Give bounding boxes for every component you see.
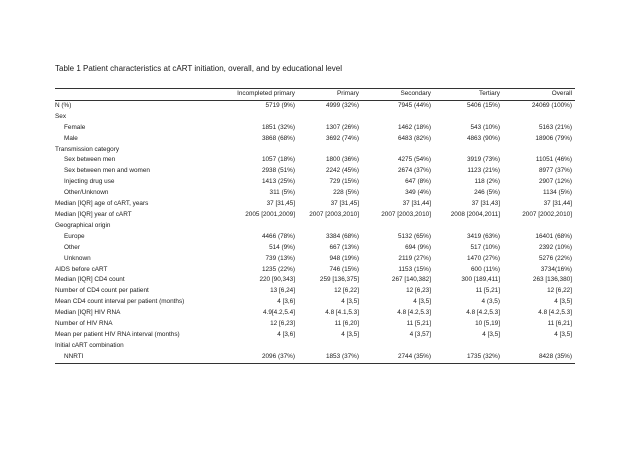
table-caption: Table 1 Patient characteristics at cART initiation, overall, and by educational level <box>55 64 342 73</box>
cell-value: 739 (13%) <box>265 254 295 262</box>
cell-value: 118 (2%) <box>474 178 500 186</box>
table-row <box>55 243 575 254</box>
cell-value <box>434 145 503 156</box>
cell-value: 4863 (90%) <box>466 134 500 142</box>
cell-value: 2119 (27%) <box>398 254 431 262</box>
cell-value: 647 (8%) <box>405 178 431 186</box>
cell-value: 246 (5%) <box>474 189 500 197</box>
cell-value: 18906 (79%) <box>535 134 572 142</box>
cell-value: 228 (5%) <box>333 189 359 197</box>
table-row <box>55 188 575 199</box>
table-row <box>55 254 575 265</box>
cell-value: 10 [5,19] <box>475 320 500 328</box>
cell-value <box>503 341 575 352</box>
row-label: Median [IQR] HIV RNA <box>55 309 121 317</box>
table-row <box>55 352 575 363</box>
row-label: Median [IQR] year of cART <box>55 210 132 218</box>
cell-value: 263 [136,380] <box>532 276 572 284</box>
cell-value <box>503 145 575 156</box>
cell-value: 4275 (54%) <box>397 156 431 164</box>
cell-value: 2938 (51%) <box>261 167 295 175</box>
table-row <box>55 166 575 177</box>
cell-value <box>362 341 434 352</box>
cell-value: 7945 (44%) <box>397 101 431 109</box>
cell-value: 2907 (12%) <box>538 178 572 186</box>
cell-value: 11 [6,21] <box>547 320 572 328</box>
header-overall: Overall <box>503 89 575 101</box>
cell-value: 3919 (73%) <box>466 156 500 164</box>
cell-value: 349 (4%) <box>405 189 431 197</box>
cell-value: 4.8 [4.2,5.3] <box>466 309 500 317</box>
cell-value <box>362 145 434 156</box>
header-primary: Primary <box>298 89 362 101</box>
table-row <box>55 308 575 319</box>
cell-value: 8977 (37%) <box>538 167 572 175</box>
row-label: Other/Unknown <box>64 189 109 197</box>
row-label: Injecting drug use <box>64 178 115 186</box>
row-label: NNRTI <box>55 352 220 363</box>
cell-value <box>434 221 503 232</box>
cell-value: 1307 (26%) <box>325 123 359 131</box>
table-row <box>55 100 575 111</box>
cell-value: 5163 (21%) <box>538 123 572 131</box>
row-label: Median [IQR] age of cART, years <box>55 200 149 208</box>
cell-value: 4 [3,5] <box>482 330 500 338</box>
cell-value <box>298 221 362 232</box>
cell-value <box>298 112 362 123</box>
cell-value <box>434 112 503 123</box>
table-row <box>55 155 575 166</box>
cell-value: 11051 (46%) <box>535 156 572 164</box>
cell-value: 1851 (32%) <box>261 123 295 131</box>
table-row <box>55 330 575 341</box>
cell-value <box>298 341 362 352</box>
cell-value: 3419 (63%) <box>466 232 500 240</box>
row-label: Number of HIV RNA <box>55 320 113 328</box>
row-label: AIDS before cART <box>55 265 108 273</box>
cell-value <box>220 145 298 156</box>
cell-value: 4466 (78%) <box>261 232 295 240</box>
cell-value: 5406 (15%) <box>466 101 500 109</box>
row-label: Mean per patient HIV RNA interval (months) <box>55 330 180 338</box>
row-label: Unknown <box>64 254 91 262</box>
row-label: Sex between men <box>64 156 116 164</box>
table-row <box>55 297 575 308</box>
cell-value: 2744 (35%) <box>362 352 434 363</box>
table-row <box>55 221 575 232</box>
cell-value: 2096 (37%) <box>220 352 298 363</box>
row-label: Initial cART combination <box>55 341 124 349</box>
cell-value: 267 [140,382] <box>391 276 431 284</box>
cell-value: 2674 (37%) <box>397 167 431 175</box>
row-label: Female <box>64 123 86 131</box>
cell-value: 1853 (37%) <box>298 352 362 363</box>
cell-value: 514 (9%) <box>269 243 295 251</box>
cell-value: 3734(16%) <box>540 265 572 273</box>
cell-value: 4 [3,57] <box>409 330 431 338</box>
cell-value: 1470 (27%) <box>466 254 500 262</box>
cell-value <box>220 112 298 123</box>
cell-value: 300 [189,411] <box>461 276 500 284</box>
cell-value: 4999 (32%) <box>325 101 359 109</box>
cell-value: 259 [136,375] <box>319 276 359 284</box>
cell-value: 1235 (22%) <box>261 265 295 273</box>
cell-value: 37 [31,44] <box>543 200 572 208</box>
row-label: Male <box>64 134 78 142</box>
table-row <box>55 123 575 134</box>
cell-value: 37 [31,44] <box>402 200 431 208</box>
cell-value: 8428 (35%) <box>503 352 575 363</box>
cell-value: 311 (5%) <box>269 189 295 197</box>
table-row <box>55 275 575 286</box>
table-row <box>55 319 575 330</box>
cell-value: 11 [5,21] <box>406 320 431 328</box>
header-tertiary: Tertiary <box>434 89 503 101</box>
cell-value: 12 [6,23] <box>270 320 295 328</box>
cell-value: 2005 [2001,2009] <box>245 210 295 218</box>
cell-value: 5276 (22%) <box>538 254 572 262</box>
cell-value: 4 (3,5) <box>481 298 500 306</box>
cell-value: 24069 (100%) <box>531 101 572 109</box>
cell-value: 1057 (18%) <box>261 156 295 164</box>
row-label: N (%) <box>55 101 72 109</box>
table-row <box>55 341 575 352</box>
cell-value <box>503 221 575 232</box>
cell-value: 37 [31,45] <box>266 200 295 208</box>
cell-value: 1462 (18%) <box>397 123 431 131</box>
cell-value: 517 (10%) <box>470 243 500 251</box>
cell-value: 220 [90,343] <box>259 276 295 284</box>
cell-value: 746 (15%) <box>329 265 359 273</box>
row-label: Median [IQR] CD4 count <box>55 276 125 284</box>
cell-value: 4.8 [4.1,5.3] <box>325 309 359 317</box>
cell-value: 600 (11%) <box>470 265 500 273</box>
cell-value: 4.8 [4.2,5.3] <box>397 309 431 317</box>
table-row <box>55 265 575 276</box>
cell-value: 3868 (68%) <box>261 134 295 142</box>
cell-value: 1800 (36%) <box>325 156 359 164</box>
row-label: Other <box>64 243 80 251</box>
cell-value: 16401 (68%) <box>535 232 572 240</box>
row-label: Geographical origin <box>55 221 111 229</box>
cell-value: 4 [3,5] <box>413 298 431 306</box>
cell-value: 1153 (15%) <box>398 265 431 273</box>
cell-value: 729 (15%) <box>329 178 359 186</box>
cell-value: 2392 (10%) <box>538 243 572 251</box>
table-body <box>55 100 575 363</box>
cell-value: 2007 [2003,2010] <box>381 210 431 218</box>
cell-value: 4 [3,6] <box>277 330 295 338</box>
cell-value: 13 [6,24] <box>270 287 295 295</box>
table-row <box>55 286 575 297</box>
cell-value: 1134 (5%) <box>542 189 572 197</box>
cell-value: 2007 [2002,2010] <box>522 210 572 218</box>
cell-value: 2007 [2003,2010] <box>309 210 359 218</box>
cell-value <box>298 145 362 156</box>
cell-value: 37 [31,43] <box>471 200 500 208</box>
cell-value: 1735 (32%) <box>434 352 503 363</box>
cell-value: 1413 (25%) <box>261 178 295 186</box>
cell-value <box>434 341 503 352</box>
header-characteristic <box>55 89 220 101</box>
table-row <box>55 145 575 156</box>
cell-value: 37 [31,45] <box>330 200 359 208</box>
cell-value: 12 [6,22] <box>334 287 359 295</box>
table-header-row <box>55 89 575 101</box>
cell-value <box>220 341 298 352</box>
cell-value <box>362 221 434 232</box>
cell-value: 4.9[4.2,5.4] <box>263 309 295 317</box>
cell-value: 4 [3,5] <box>341 298 359 306</box>
table-row <box>55 199 575 210</box>
cell-value <box>220 221 298 232</box>
table-row <box>55 177 575 188</box>
cell-value: 11 [6,20] <box>334 320 359 328</box>
row-label: Number of CD4 count per patient <box>55 287 149 295</box>
table-row <box>55 112 575 123</box>
cell-value: 694 (9%) <box>405 243 431 251</box>
cell-value: 4 [3,5] <box>341 330 359 338</box>
cell-value <box>362 112 434 123</box>
cell-value: 1123 (21%) <box>467 167 500 175</box>
cell-value: 4 [3,5] <box>554 330 572 338</box>
cell-value: 667 (13%) <box>329 243 359 251</box>
cell-value: 2008 [2004,2011] <box>450 210 500 218</box>
cell-value: 12 [6,23] <box>406 287 431 295</box>
table-row <box>55 134 575 145</box>
cell-value: 3692 (74%) <box>325 134 359 142</box>
row-label: Europe <box>64 232 85 240</box>
row-label: Mean CD4 count interval per patient (months) <box>55 298 185 306</box>
cell-value: 12 [6,22] <box>547 287 572 295</box>
cell-value: 3384 (68%) <box>325 232 359 240</box>
cell-value: 5719 (9%) <box>265 101 295 109</box>
cell-value: 4.8 [4.2,5.3] <box>538 309 572 317</box>
cell-value <box>503 112 575 123</box>
table-row <box>55 210 575 221</box>
header-secondary: Secondary <box>362 89 434 101</box>
row-label: Sex <box>55 112 67 120</box>
patient-characteristics-table <box>55 88 575 364</box>
cell-value: 5132 (65%) <box>397 232 431 240</box>
cell-value: 4 [3,5] <box>554 298 572 306</box>
table-row <box>55 232 575 243</box>
row-label: Transmission category <box>55 145 120 153</box>
cell-value: 4 [3,6] <box>277 298 295 306</box>
header-incompleted-primary: Incompleted primary <box>220 89 298 101</box>
cell-value: 6483 (82%) <box>397 134 431 142</box>
row-label: Sex between men and women <box>64 167 150 175</box>
cell-value: 11 [5,21] <box>475 287 500 295</box>
cell-value: 543 (10%) <box>470 123 500 131</box>
cell-value: 2242 (45%) <box>325 167 359 175</box>
cell-value: 948 (19%) <box>329 254 359 262</box>
